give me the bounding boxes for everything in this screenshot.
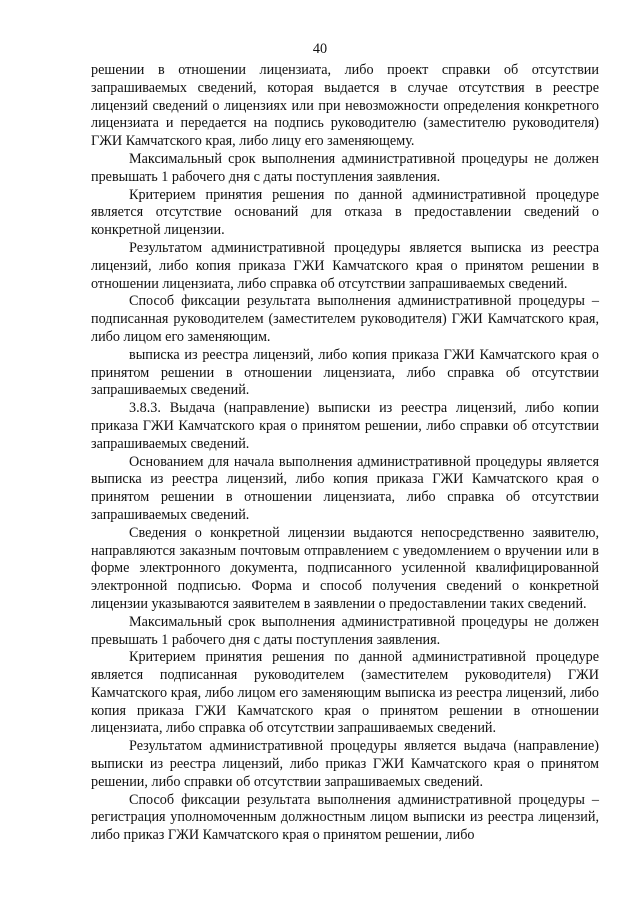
paragraph-delivery-info: Сведения о конкретной лицензии выдаются непосредственно заявителю, направляются заказным почтовым отправлением с уведомлением о вручении или в форме электронного документа, подписанного усиленной квалифицированной электронной подписью. Форма и способ получения сведений о конкретной лицензии указываются заявителем в заявлении о предоставлении таких сведений. [91, 524, 599, 612]
paragraph-basis: Основанием для начала выполнения административной процедуры является выписка из реестра лицензий, либо копия приказа ГЖИ Камчатского края о принятом решении в отношении лицензиата, либо справка об отсутствии запрашиваемых сведений. [91, 453, 599, 523]
paragraph-extract-note: выписка из реестра лицензий, либо копия приказа ГЖИ Камчатского края о принятом решении в отношении лицензиата, либо справка об отсутствии запрашиваемых сведений. [91, 346, 599, 399]
paragraph-decision-criterion: Критерием принятия решения по данной административной процедуре является отсутствие оснований для отказа в предоставлении сведений о конкретной лицензии. [91, 186, 599, 239]
document-body [91, 62, 599, 845]
paragraph-fixation-method-2: Способ фиксации результата выполнения административной процедуры – регистрация уполномоченным должностным лицом выписки из реестра лицензий, либо приказ ГЖИ Камчатского края о принятом решении, либо [91, 791, 599, 844]
paragraph-continuation: решении в отношении лицензиата, либо проект справки об отсутствии запрашиваемых сведений, которая выдается в случае отсутствия в реестре лицензий сведений о лицензиях или при невозможности определения конкретного лицензиата и передается на подпись руководителю (заместителю руководителя) ГЖИ Камчатского края, либо лицу его заменяющему. [91, 62, 599, 150]
paragraph-procedure-result-2: Результатом административной процедуры является выдача (направление) выписки из реестра лицензий, либо приказ ГЖИ Камчатского края о принятом решении, либо справки об отсутствии запрашиваемых сведений. [91, 738, 599, 790]
paragraph-decision-criterion-2: Критерием принятия решения по данной административной процедуре является подписанная руководителем (заместителем руководителя) ГЖИ Камчатского края, либо лицом его заменяющим выписка из реестра лицензий, либо копия приказа ГЖИ Камчатского края о принятом решении в отношении лицензиата, либо справка об отсутствии запрашиваемых сведений. [91, 649, 599, 737]
paragraph-max-term-2: Максимальный срок выполнения административной процедуры не должен превышать 1 рабочего дня с даты поступления заявления. [91, 613, 599, 648]
paragraph-fixation-method: Способ фиксации результата выполнения административной процедуры – подписанная руководителем (заместителем руководителя) ГЖИ Камчатского края, либо лицом его заменяющим. [91, 293, 599, 345]
paragraph-max-term: Максимальный срок выполнения административной процедуры не должен превышать 1 рабочего дня с даты поступления заявления. [91, 150, 599, 185]
page-number: 40 [312, 41, 328, 57]
paragraph-section-3-8-3: 3.8.3. Выдача (направление) выписки из реестра лицензий, либо копии приказа ГЖИ Камчатского края о принятом решении, либо справки об отсутствии запрашиваемых сведений. [91, 400, 599, 452]
paragraph-procedure-result: Результатом административной процедуры является выписка из реестра лицензий, либо копия приказа ГЖИ Камчатского края о принятом решении в отношении лицензиата, либо справка об отсутствии запрашиваемых сведений. [91, 239, 599, 292]
